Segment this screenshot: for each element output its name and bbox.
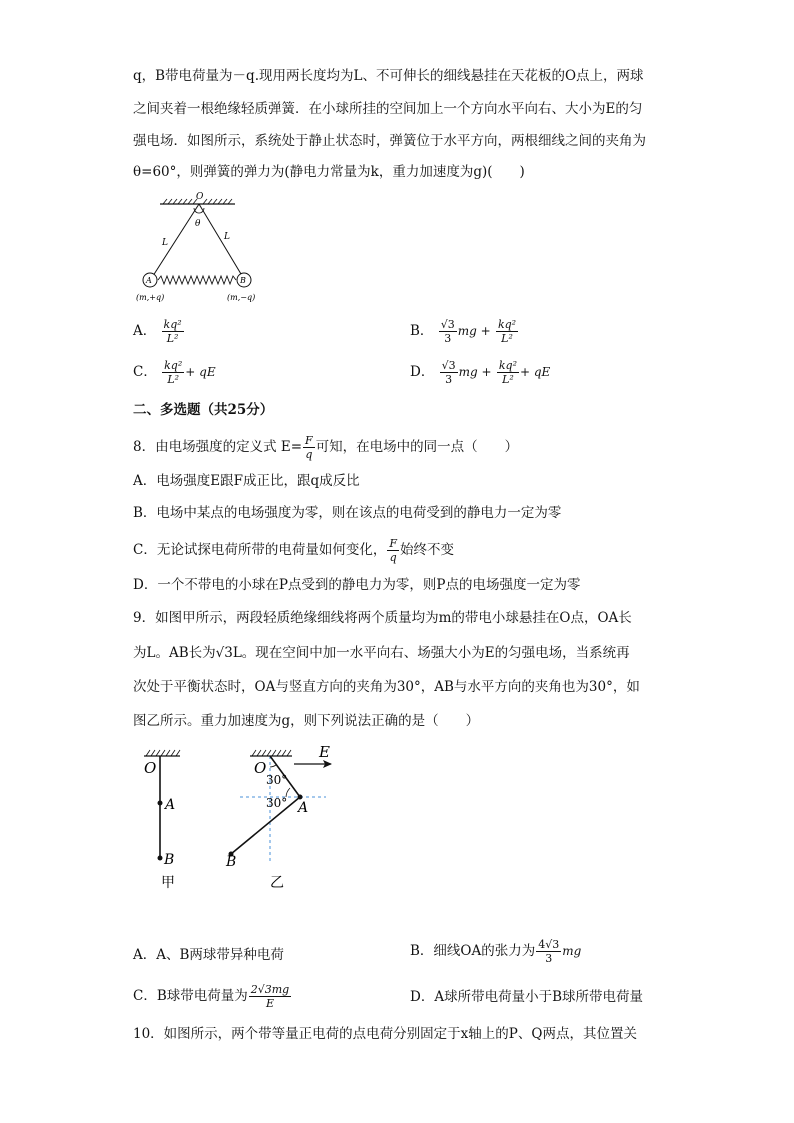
- q9-jia-caption: 甲: [161, 875, 175, 891]
- q9-jia-label-o: O: [144, 759, 157, 777]
- q9-b-frac-num: 4√3: [538, 938, 560, 951]
- q7-label-a: A: [146, 276, 152, 285]
- q7-d-num-2: kq²: [498, 359, 517, 372]
- q7-line-1: q，B带电荷量为－q.现用两长度均为L、不可伸长的细线悬挂在天花板的O点上，两球: [133, 68, 644, 84]
- q7-label-o: O: [196, 192, 204, 202]
- q9-yi-label-e: E: [319, 743, 330, 761]
- q7-d-mg: mg +: [458, 365, 492, 379]
- q8-stem-part-1: 8．由电场强度的定义式 E=: [133, 439, 303, 455]
- q8-frac-num: F: [305, 434, 313, 447]
- q9-yi-label-o: O: [254, 759, 267, 777]
- q7-spring: [158, 276, 236, 284]
- q9-option-c-fraction: [249, 983, 291, 1010]
- q7-label-theta: θ: [195, 219, 201, 229]
- q8-stem-fraction: [303, 434, 315, 461]
- q9-yi-angle-2: 30°: [266, 796, 288, 810]
- q7-option-a-prefix: A．: [133, 323, 157, 339]
- q8-option-a[interactable]: A．电场强度E跟F成正比，跟q成反比: [133, 473, 360, 489]
- q8-option-d[interactable]: D．一个不带电的小球在P点受到的静电力为零，则P点的电场强度一定为零: [133, 577, 581, 593]
- q7-d-qe: + qE: [520, 365, 551, 379]
- q9-b-frac-den: 3: [545, 952, 553, 965]
- q9-option-c[interactable]: [133, 983, 292, 1010]
- q7-option-d-prefix: D．: [410, 364, 435, 380]
- q7-option-c-fraction: [162, 359, 184, 386]
- q7-option-a[interactable]: [133, 318, 185, 345]
- q7-label-b-mass-charge: (m,−q): [227, 293, 256, 302]
- q7-option-c[interactable]: [133, 359, 216, 386]
- q9-figure-yi: [218, 740, 343, 895]
- q9-option-b-part-1: B．细线OA的张力为: [410, 943, 536, 959]
- q7-option-b[interactable]: [410, 318, 519, 345]
- q7-line-3: 强电场．如图所示，系统处于静止状态时，弹簧位于水平方向，两根细线之间的夹角为: [133, 133, 646, 149]
- q7-option-d[interactable]: [410, 359, 550, 386]
- q7-a-den: L²: [166, 332, 179, 345]
- q9-option-b[interactable]: [410, 938, 581, 965]
- q7-d-den-2: L²: [502, 373, 514, 386]
- q9-jia-label-b: B: [164, 852, 175, 868]
- q9-line-3: 次处于平衡状态时，OA与竖直方向的夹角为30°，AB与水平方向的夹角也为30°，如: [133, 679, 640, 695]
- q7-c-qe: + qE: [185, 365, 216, 379]
- q8-frac-den: q: [305, 448, 313, 461]
- q7-line-4: θ=60°，则弹簧的弹力为(静电力常量为k，重力加速度为g)( ): [133, 164, 525, 180]
- q7-line-2: 之间夹着一根绝缘轻质弹簧．在小球所挂的空间加上一个方向水平向右、大小为E的匀: [133, 101, 643, 117]
- q9-option-a[interactable]: A．A、B两球带异种电荷: [133, 947, 284, 963]
- q7-b-num-2: kq²: [497, 318, 517, 331]
- q9-line-4: 图乙所示。重力加速度为g，则下列说法正确的是（ ）: [133, 713, 480, 729]
- q7-figure: [133, 188, 263, 306]
- section-header-multiple-choice: 二、多选题（共25分）: [133, 402, 274, 418]
- q7-c-num: kq²: [164, 359, 183, 372]
- q7-option-c-prefix: C．: [133, 364, 157, 380]
- q9-yi-angle-1: 30°: [266, 773, 288, 787]
- q9-yi-ball-a: [298, 795, 303, 800]
- q7-d-den-1: 3: [445, 373, 453, 386]
- q8-option-c-part-1: C．无论试探电荷所带的电荷量如何变化，: [133, 542, 387, 558]
- q9-yi-label-a: A: [298, 800, 309, 816]
- q8-stem-part-2: 可知，在电场中的同一点（ ）: [315, 439, 519, 455]
- q9-jia-label-a: A: [165, 797, 176, 813]
- q7-option-d-fraction-2: [497, 359, 519, 386]
- q7-c-den: L²: [167, 373, 180, 386]
- q9-option-d[interactable]: D．A球所带电荷量小于B球所带电荷量: [410, 989, 643, 1005]
- q10-line-1: 10．如图所示，两个带等量正电荷的点电荷分别固定于x轴上的P、Q两点，其位置关: [133, 1026, 637, 1042]
- q7-b-num-1: √3: [440, 318, 455, 331]
- q7-b-den-1: 3: [444, 332, 452, 345]
- q9-line-2: 为L。AB长为√3L。现在空间中加一水平向右、场强大小为E的匀强电场，当系统再: [133, 645, 630, 661]
- q7-d-num-1: √3: [441, 359, 456, 372]
- q9-jia-ball-b: [158, 856, 163, 861]
- q8-option-b[interactable]: B．电场中某点的电场强度为零，则在该点的电荷受到的静电力一定为零: [133, 505, 562, 521]
- q7-option-d-fraction-1: [440, 359, 458, 386]
- q9-option-c-part-1: C．B球带电荷量为: [133, 988, 248, 1004]
- q8-c-frac-num: F: [389, 537, 397, 550]
- q7-label-l-left: L: [162, 238, 168, 248]
- q7-string-left: [151, 204, 199, 279]
- q9-c-frac-num: 2√3mg: [250, 983, 290, 996]
- q7-label-l-right: L: [224, 232, 230, 242]
- q8-c-frac-den: q: [389, 551, 397, 564]
- q8-option-c-fraction: [387, 537, 399, 564]
- q8-option-c-part-2: 始终不变: [399, 542, 454, 558]
- q7-option-b-prefix: B．: [410, 323, 434, 339]
- q9-option-b-fraction: [536, 938, 561, 965]
- q7-option-b-fraction-2: [496, 318, 518, 345]
- q7-b-den-2: L²: [501, 332, 513, 345]
- q9-option-b-mg: mg: [562, 944, 582, 958]
- q7-a-num: kq²: [163, 318, 182, 331]
- q9-c-frac-den: E: [265, 997, 274, 1010]
- q7-option-b-fraction-1: [439, 318, 457, 345]
- q7-label-b: B: [240, 276, 246, 285]
- q8-stem: [133, 434, 518, 461]
- q9-line-1: 9．如图甲所示，两段轻质绝缘细线将两个质量均为m的带电小球悬挂在O点，OA长: [133, 610, 632, 626]
- q8-option-c[interactable]: [133, 537, 454, 564]
- q9-jia-ball-a: [158, 801, 163, 806]
- q7-option-a-fraction: [162, 318, 184, 345]
- q7-b-mg: mg +: [457, 324, 491, 338]
- q7-label-a-mass-charge: (m,+q): [136, 293, 165, 302]
- q9-figure-jia: [140, 745, 200, 895]
- q9-yi-caption: 乙: [270, 875, 284, 891]
- q7-string-right: [199, 204, 244, 279]
- q9-yi-label-b: B: [226, 854, 237, 870]
